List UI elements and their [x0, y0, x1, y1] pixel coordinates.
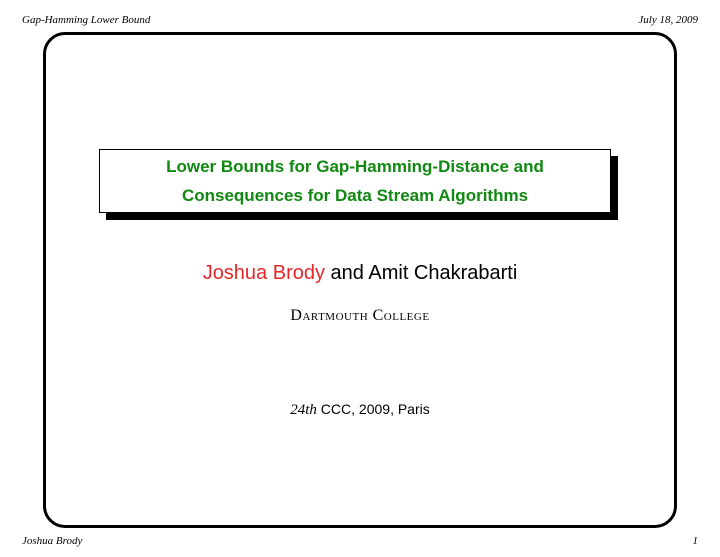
title-box	[99, 149, 611, 213]
title-line-1: Lower Bounds for Gap-Hamming-Distance and	[166, 157, 544, 176]
title-line-2: Consequences for Data Stream Algorithms	[181, 186, 529, 205]
second-author: Amit Chakrabarti	[368, 262, 518, 284]
affiliation: Dartmouth College	[290, 307, 430, 324]
page-number: 1	[692, 535, 698, 547]
running-header-title: Gap-Hamming Lower Bound	[22, 14, 151, 26]
first-author: Joshua Brody	[202, 262, 325, 284]
venue-details: CCC, 2009, Paris	[316, 401, 430, 417]
author-connector: and	[324, 262, 369, 284]
venue	[0, 400, 720, 419]
venue-ordinal: 24th	[290, 402, 317, 418]
running-header-date: July 18, 2009	[638, 14, 698, 26]
authors	[0, 260, 720, 286]
footer-author: Joshua Brody	[22, 535, 83, 547]
